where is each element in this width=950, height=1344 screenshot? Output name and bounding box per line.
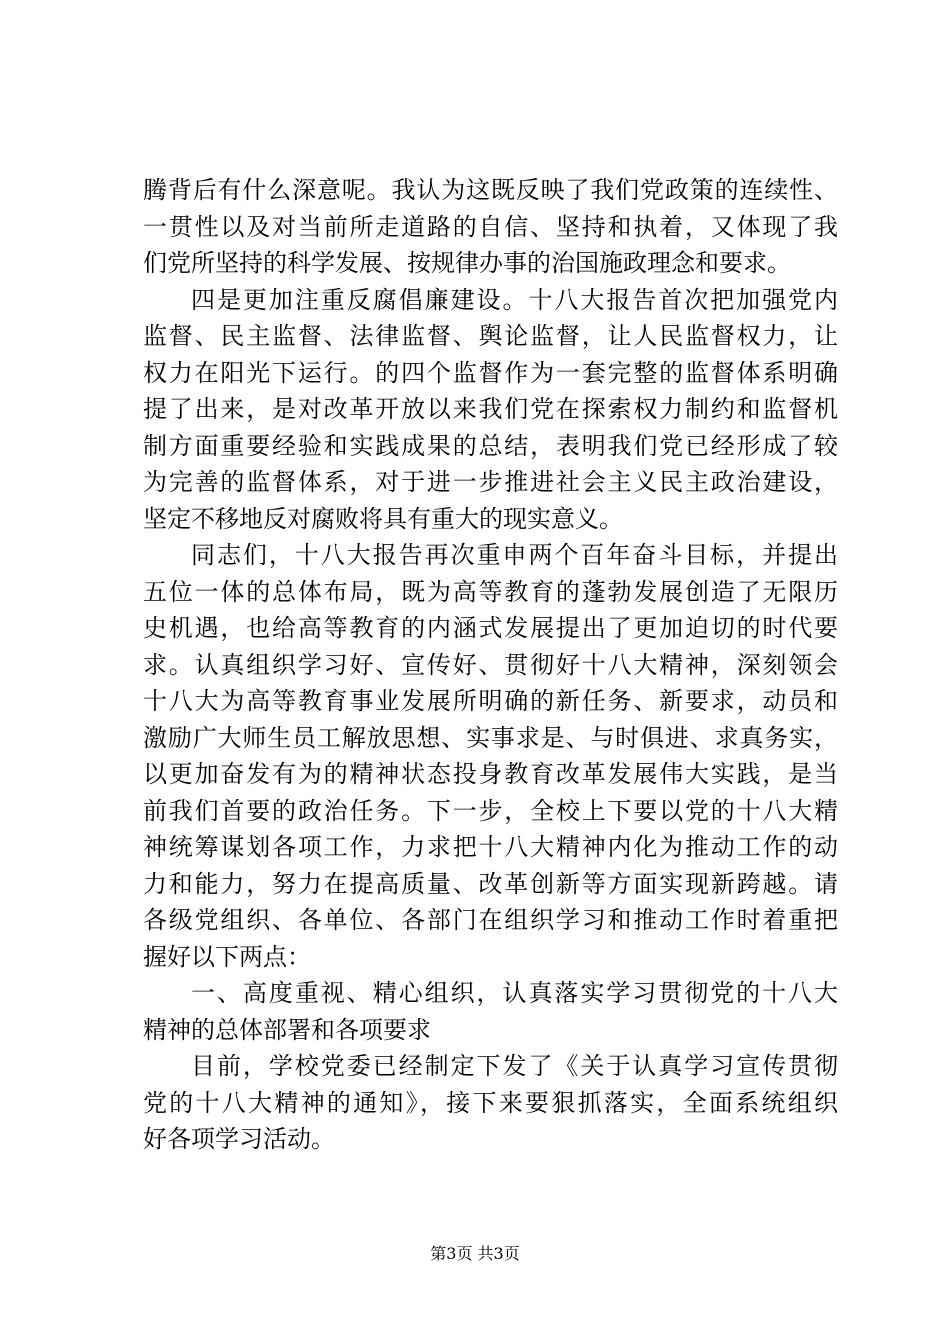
line-text: 同志们，十八大报告再次重申两个百年奋斗目标，并提出: [191, 541, 838, 569]
paragraph: [143, 537, 838, 975]
line-text: 史机遇，也给高等教育的内涵式发展提出了更加迫切的时代要: [143, 614, 838, 642]
line-text: 力和能力，努力在提高质量、改革创新等方面实现新跨越。请: [143, 869, 838, 898]
line-text: 党的十八大精神的通知》，接下来要狠抓落实，全面系统组织: [143, 1088, 838, 1117]
text-line: [143, 501, 838, 538]
line-text: 为完善的监督体系，对于进一步推进社会主义民主政治建设，: [143, 468, 838, 496]
text-line: [143, 756, 838, 793]
text-line: [143, 902, 838, 939]
line-text: 四是更加注重反腐倡廉建设。十八大报告首次把加强党内: [191, 285, 838, 314]
text-line: [143, 793, 838, 830]
document-body: [143, 172, 838, 1158]
line-text: 各级党组织、各单位、各部门在组织学习和推动工作时着重把: [143, 906, 838, 934]
line-text: 一贯性以及对当前所走道路的自信、坚持和执着，又体现了我: [143, 212, 838, 241]
paragraph: [143, 1048, 838, 1158]
text-line: [143, 537, 838, 574]
paragraph-indent: [143, 975, 191, 1012]
line-text: 制方面重要经验和实践成果的总结，表明我们党已经形成了较: [143, 431, 838, 460]
line-text: 们党所坚持的科学发展、按规律办事的治国施政理念和要求。: [143, 249, 791, 277]
line-text: 腾背后有什么深意呢。我认为这既反映了我们党政策的连续性、: [143, 176, 838, 204]
text-line: [143, 720, 838, 757]
text-line: [143, 172, 838, 209]
text-line: [143, 610, 838, 647]
line-text: 一、高度重视、精心组织，认真落实学习贯彻党的十八大: [191, 979, 838, 1007]
text-line: [143, 282, 838, 319]
text-line: [143, 647, 838, 684]
text-line: [143, 464, 838, 501]
paragraph-indent: [143, 537, 191, 574]
line-text: 提了出来，是对改革开放以来我们党在探索权力制约和监督机: [143, 395, 838, 423]
line-text: 激励广大师生员工解放思想、实事求是、与时俱进、求真务实，: [143, 723, 838, 752]
text-line: [143, 428, 838, 465]
text-line: [143, 1012, 838, 1049]
text-line: [143, 574, 838, 611]
line-text: 好各项学习活动。: [143, 1125, 335, 1153]
paragraph-indent: [143, 282, 191, 319]
text-line: [143, 391, 838, 428]
text-line: [143, 866, 838, 903]
line-text: 前我们首要的政治任务。下一步，全校上下要以党的十八大精: [143, 796, 838, 825]
line-text: 坚定不移地反对腐败将具有重大的现实意义。: [143, 504, 623, 533]
line-text: 监督、民主监督、法律监督、舆论监督，让人民监督权力，让: [143, 322, 838, 350]
text-line: [143, 1048, 838, 1085]
text-line: [143, 245, 838, 282]
page-footer: 第3页 共3页: [430, 1244, 520, 1263]
paragraph-indent: [143, 1048, 191, 1085]
paragraph: [143, 975, 838, 1048]
text-line: [143, 318, 838, 355]
text-line: [143, 355, 838, 392]
paragraph: [143, 282, 838, 538]
paragraph: [143, 172, 838, 282]
line-text: 以更加奋发有为的精神状态投身教育改革发展伟大实践，是当: [143, 760, 838, 788]
line-text: 十八大为高等教育事业发展所明确的新任务、新要求，动员和: [143, 687, 838, 715]
line-text: 权力在阳光下运行。的四个监督作为一套完整的监督体系明确: [143, 358, 838, 387]
text-line: [143, 829, 838, 866]
line-text: 精神的总体部署和各项要求: [143, 1015, 431, 1044]
text-line: [143, 683, 838, 720]
line-text: 握好以下两点：: [143, 942, 311, 971]
line-text: 五位一体的总体布局，既为高等教育的蓬勃发展创造了无限历: [143, 577, 838, 606]
text-line: [143, 209, 838, 246]
line-text: 目前，学校党委已经制定下发了《关于认真学习宣传贯彻: [191, 1052, 838, 1080]
text-line: [143, 1085, 838, 1122]
line-text: 神统筹谋划各项工作，力求把十八大精神内化为推动工作的动: [143, 833, 838, 861]
text-line: [143, 975, 838, 1012]
text-line: [143, 939, 838, 976]
line-text: 求。认真组织学习好、宣传好、贯彻好十八大精神，深刻领会: [143, 650, 838, 679]
text-line: [143, 1121, 838, 1158]
